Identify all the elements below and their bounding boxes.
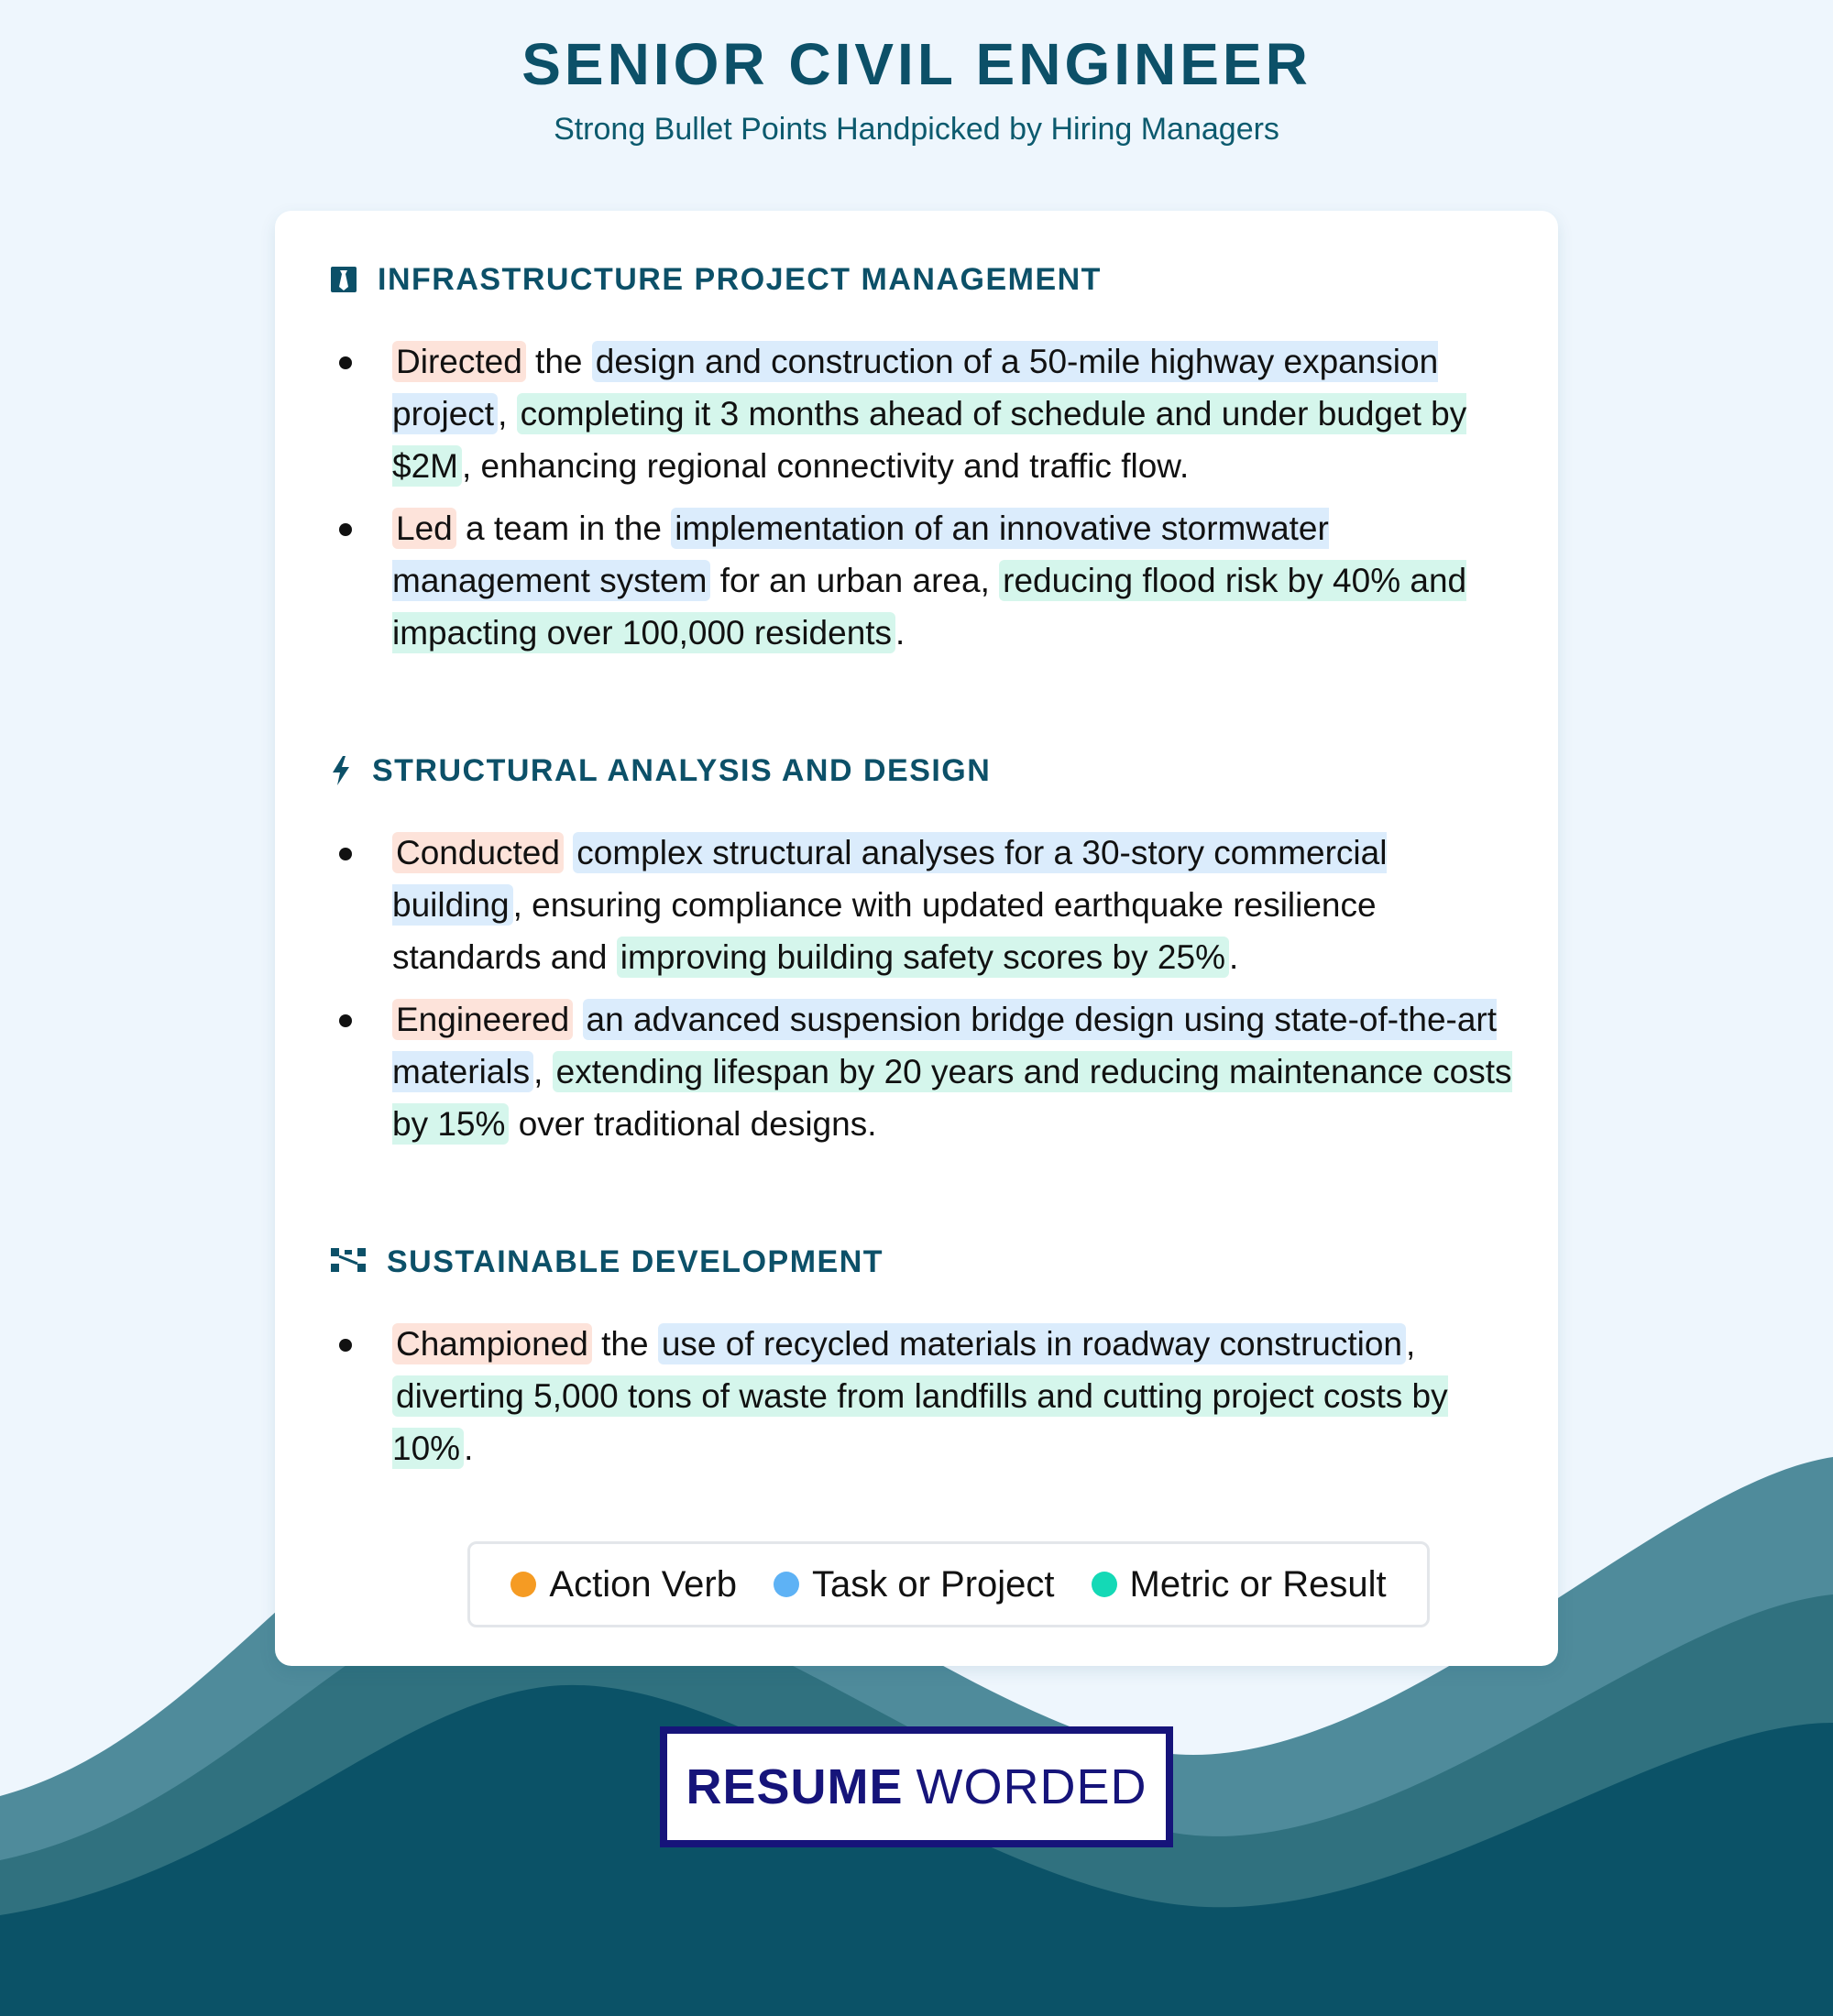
highlight-legend xyxy=(467,1541,1430,1627)
plain-text xyxy=(573,1001,582,1038)
task-dot-icon xyxy=(774,1572,799,1597)
task-or-project: implementation of an innovative stormwater management system xyxy=(392,509,1329,599)
bullet-list xyxy=(330,827,1521,1150)
section-title: STRUCTURAL ANALYSIS AND DESIGN xyxy=(372,752,992,788)
action-verb: Engineered xyxy=(392,999,573,1040)
bullet-item xyxy=(330,335,1521,492)
section-title: INFRASTRUCTURE PROJECT MANAGEMENT xyxy=(378,261,1102,297)
bullet-item xyxy=(330,502,1521,659)
legend-item-action-verb xyxy=(510,1564,737,1605)
bullet-item xyxy=(330,827,1521,983)
section-heading xyxy=(330,1239,1521,1285)
metric-or-result: extending lifespan by 20 years and reducing maintenance costs by 15% xyxy=(392,1053,1512,1143)
section-infrastructure-project-management xyxy=(330,257,1521,669)
section-heading xyxy=(330,257,1521,302)
page-header xyxy=(0,27,1833,152)
section-heading xyxy=(330,748,1521,794)
logo-bold-text: RESUME xyxy=(686,1759,904,1814)
action-verb: Championed xyxy=(392,1323,592,1364)
plain-text: a team in the xyxy=(456,509,672,547)
plain-text xyxy=(564,834,573,871)
plain-text: over traditional designs. xyxy=(509,1105,877,1143)
bullet-item xyxy=(330,1318,1521,1474)
action-verb: Directed xyxy=(392,341,526,382)
metric-or-result: completing it 3 months ahead of schedule and under budget by $2M xyxy=(392,395,1467,485)
plain-text: the xyxy=(591,1325,658,1363)
legend-label: Metric or Result xyxy=(1129,1563,1387,1605)
page-title: SENIOR CIVIL ENGINEER xyxy=(521,31,1312,97)
network-icon xyxy=(330,1246,367,1277)
metric-dot-icon xyxy=(1092,1572,1117,1597)
plain-text: for an urban area, xyxy=(710,562,1000,599)
page-subtitle: Strong Bullet Points Handpicked by Hiring Managers xyxy=(554,112,1279,147)
plain-text: , enhancing regional connectivity and traffic flow. xyxy=(461,447,1190,485)
plain-text: , xyxy=(533,1053,553,1090)
legend-item-task-or-project xyxy=(774,1564,1055,1605)
plain-text: , xyxy=(1406,1325,1416,1363)
action-verb-dot-icon xyxy=(510,1572,536,1597)
action-verb: Conducted xyxy=(392,832,564,873)
lightning-icon xyxy=(330,755,352,786)
plain-text: , ensuring compliance with updated earthquake resilience standards and xyxy=(392,886,1377,976)
legend-item-metric-or-result xyxy=(1092,1564,1387,1605)
plain-text: . xyxy=(1228,938,1239,976)
legend-label: Task or Project xyxy=(811,1563,1055,1605)
logo-regular-text: WORDED xyxy=(916,1759,1147,1814)
tie-icon xyxy=(330,264,357,295)
bullet-list xyxy=(330,335,1521,659)
task-or-project: use of recycled materials in roadway construction xyxy=(658,1323,1406,1364)
plain-text: . xyxy=(464,1430,474,1467)
metric-or-result: reducing flood risk by 40% and impacting over 100,000 residents xyxy=(392,562,1467,652)
section-sustainable-development xyxy=(330,1239,1521,1485)
task-or-project: an advanced suspension bridge design using state-of-the-art materials xyxy=(392,1001,1498,1090)
section-title: SUSTAINABLE DEVELOPMENT xyxy=(387,1244,884,1279)
action-verb: Led xyxy=(392,508,456,549)
metric-or-result: diverting 5,000 tons of waste from landfills and cutting project costs by 10% xyxy=(392,1377,1448,1467)
bullet-item xyxy=(330,993,1521,1150)
task-or-project: complex structural analyses for a 30-story commercial building xyxy=(392,834,1388,924)
metric-or-result: improving building safety scores by 25% xyxy=(617,937,1229,978)
bullet-points-card xyxy=(275,211,1558,1666)
plain-text: , xyxy=(498,395,517,433)
bullet-list xyxy=(330,1318,1521,1474)
task-or-project: design and construction of a 50-mile highway expansion project xyxy=(392,343,1439,433)
section-structural-analysis-and-design xyxy=(330,748,1521,1160)
resume-worded-logo xyxy=(660,1726,1173,1847)
legend-label: Action Verb xyxy=(549,1563,737,1605)
plain-text: . xyxy=(895,614,906,652)
plain-text: the xyxy=(525,343,592,380)
